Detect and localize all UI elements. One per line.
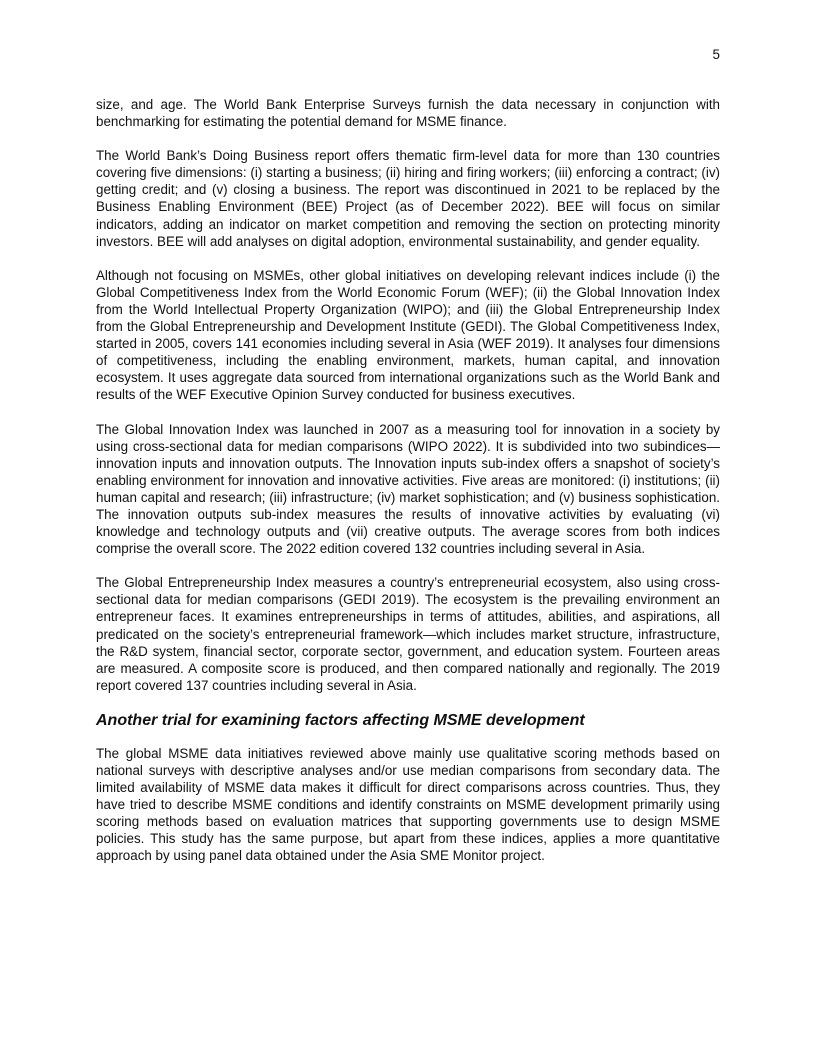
paragraph-msme-initiatives: The global MSME data initiatives reviewed above mainly use qualitative scoring methods based on national surveys with descriptive analyses and/or use median comparisons from secondary data. The limited availability of MSME data makes it difficult for direct comparisons across countries. Thus, they have tried to describe MSME conditions and identify constraints on MSME development primarily using scoring methods based on evaluation matrices that supporting governments use to design MSME policies. This study has the same purpose, but apart from these indices, applies a more quantitative approach by using panel data obtained under the Asia SME Monitor project. [96, 745, 720, 864]
section-heading: Another trial for examining factors affecting MSME development [96, 711, 585, 729]
paragraph-doing-business: The World Bank’s Doing Business report offers thematic firm-level data for more than 130 countries covering five dimensions: (i) starting a business; (ii) hiring and firing workers; (iii) enforcing a contract; (iv) getting credit; and (v) closing a business. The report was discontinued in 2021 to be replaced by the Business Enabling Environment (BEE) Project (as of December 2022). BEE will focus on similar indicators, adding an indicator on market competition and removing the section on protecting minority investors. BEE will add analyses on digital adoption, environmental sustainability, and gender equality. [96, 148, 720, 249]
document-body [96, 96, 720, 882]
page-number: 5 [712, 47, 720, 62]
paragraph-global-indices: Although not focusing on MSMEs, other global initiatives on developing relevant indices include (i) the Global Competitiveness Index from the World Economic Forum (WEF); (ii) the Global Innovation Index from the World Intellectual Property Organization (WIPO); and (iii) the Global Entrepreneurship Index from the Global Entrepreneurship and Development Institute (GEDI). The Global Competitiveness Index, started in 2005, covers 141 economies including several in Asia (WEF 2019). It analyses four dimensions of competitiveness, including the enabling environment, markets, human capital, and innovation ecosystem. It uses aggregate data sourced from international organizations such as the World Bank and results of the WEF Executive Opinion Survey conducted for business executives. [96, 267, 720, 403]
paragraph-entrepreneurship-index: The Global Entrepreneurship Index measures a country’s entrepreneurial ecosystem, also using cross-sectional data for median comparisons (GEDI 2019). The ecosystem is the prevailing environment an entrepreneur faces. It examines entrepreneurships in terms of attitudes, abilities, and aspirations, all predicated on the society’s entrepreneurial framework—which includes market structure, infrastructure, the R&D system, financial sector, corporate sector, government, and education system. Fourteen areas are measured. A composite score is produced, and then compared nationally and regionally. The 2019 report covered 137 countries including several in Asia. [96, 575, 720, 693]
paragraph-enterprise-surveys: size, and age. The World Bank Enterprise Surveys furnish the data necessary in conjunction with benchmarking for estimating the potential demand for MSME finance. [96, 97, 720, 130]
paragraph-innovation-index: The Global Innovation Index was launched in 2007 as a measuring tool for innovation in a society by using cross-sectional data for median comparisons (WIPO 2022). It is subdivided into two subindices—innovation inputs and innovation outputs. The Innovation inputs sub-index offers a snapshot of society’s enabling environment for innovation and innovative activities. Five areas are monitored: (i) institutions; (ii) human capital and research; (iii) infrastructure; (iv) market sophistication; and (v) business sophistication. The innovation outputs sub-index measures the results of innovative activities by evaluating (vi) knowledge and technology outputs and (vii) creative outputs. The average scores from both indices comprise the overall score. The 2022 edition covered 132 countries including several in Asia. [96, 421, 720, 557]
